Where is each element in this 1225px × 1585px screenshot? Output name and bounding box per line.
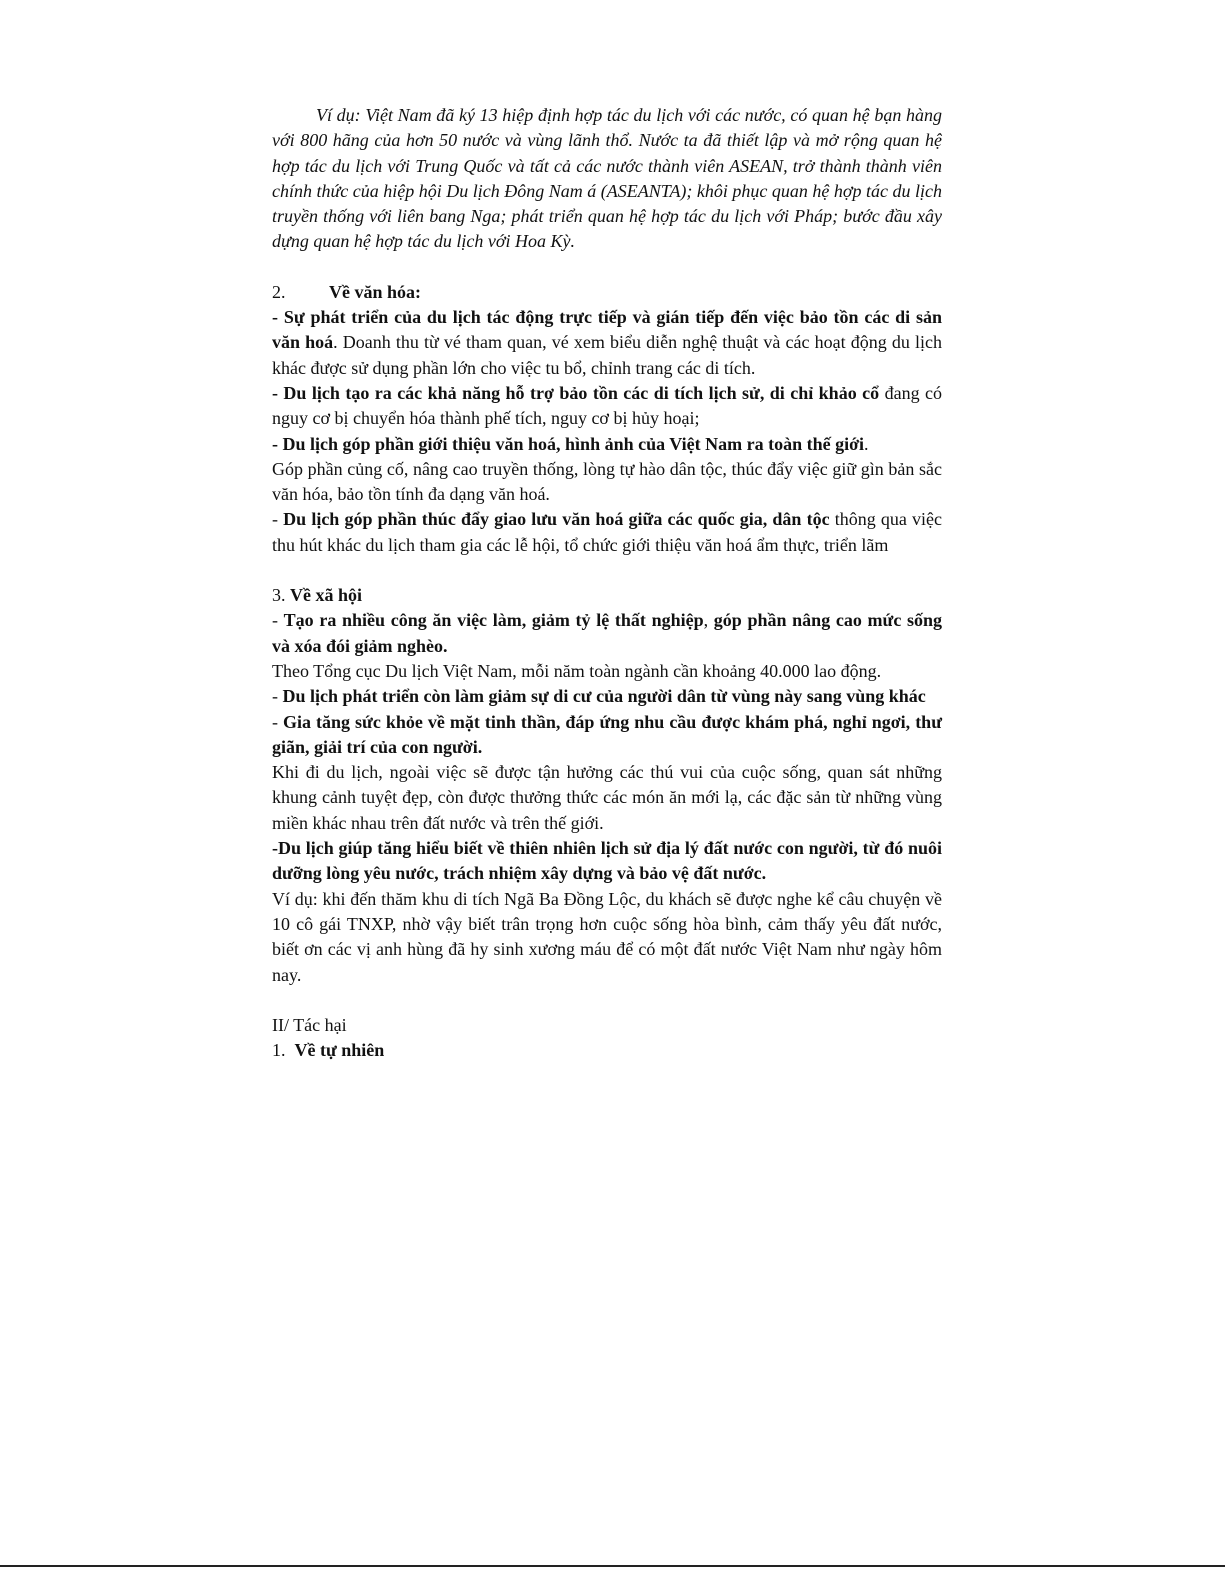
society-paragraph-7: Ví dụ: khi đến thăm khu di tích Ngã Ba Đồng Lộc, du khách sẽ được nghe kể câu chuyện về 10 cô gái TNXP, nhờ vậy biết trân trọng hơn cuộc sống hòa bình, cảm thấy yêu đất nước, biết ơn các vị anh hùng đã hy sinh xương máu để có một đất nước Việt Nam như ngày hôm nay.	[272, 888, 942, 985]
culture-heading	[272, 280, 942, 305]
harms-heading: II/ Tác hại	[272, 1014, 347, 1035]
society-paragraph-5: Khi đi du lịch, ngoài việc sẽ được tận hưởng các thú vui của cuộc sống, quan sát những khung cảnh tuyệt đẹp, còn được thưởng thức các món ăn mới lạ, các đặc sản từ những vùng miền khác nhau trên đất nước và trên thế giới.	[272, 762, 942, 833]
spacer	[272, 988, 942, 1013]
culture-heading-text: Về văn hóa:	[329, 281, 422, 302]
document-body	[272, 103, 942, 1063]
page-bottom-border	[0, 1565, 1225, 1567]
culture-paragraph-2: - Du lịch tạo ra các khả năng hỗ trợ bảo tồn các di tích lịch sử, di chỉ khảo cổ đang có nguy cơ bị chuyển hóa thành phế tích, nguy cơ bị hủy hoại;	[272, 382, 943, 429]
society-paragraph-1: - Tạo ra nhiều công ăn việc làm, giảm tỷ lệ thất nghiệp, góp phần nâng cao mức sống và xóa đói giảm nghèo.	[272, 610, 943, 656]
society-paragraph-2: Theo Tổng cục Du lịch Việt Nam, mỗi năm toàn ngành cần khoảng 40.000 lao động.	[272, 660, 882, 681]
spacer	[272, 558, 942, 583]
harms-subheading: 1. Về tự nhiên	[272, 1040, 385, 1061]
culture-paragraph-1: - Sự phát triển của du lịch tác động trực tiếp và gián tiếp đến việc bảo tồn các di sản văn hoá. Doanh thu từ vé tham quan, vé xem biểu diễn nghệ thuật và các hoạt động du lịch khác được sử dụng phần lớn cho việc tu bổ, chỉnh trang các di tích.	[272, 307, 942, 378]
culture-paragraph-3: - Du lịch góp phần giới thiệu văn hoá, hình ảnh của Việt Nam ra toàn thế giới.	[272, 433, 869, 454]
society-heading: 3. Về xã hội	[272, 585, 362, 606]
culture-paragraph-4: Góp phần củng cố, nâng cao truyền thống, lòng tự hào dân tộc, thúc đẩy việc giữ gìn bản sắc văn hóa, bảo tồn tính đa dạng văn hoá.	[272, 458, 942, 505]
society-paragraph-6: -Du lịch giúp tăng hiểu biết về thiên nhiên lịch sử địa lý đất nước con người, từ đó nuôi dưỡng lòng yêu nước, trách nhiệm xây dựng và bảo vệ đất nước.	[272, 838, 942, 884]
spacer	[272, 255, 942, 280]
culture-paragraph-5: - Du lịch góp phần thúc đẩy giao lưu văn hoá giữa các quốc gia, dân tộc thông qua việc thu hút khác du lịch tham gia các lễ hội, tổ chức giới thiệu văn hoá ẩm thực, triển lãm	[272, 509, 942, 555]
society-paragraph-3: - Du lịch phát triển còn làm giảm sự di cư của người dân từ vùng này sang vùng khác	[272, 686, 926, 707]
society-paragraph-4: - Gia tăng sức khỏe về mặt tinh thần, đáp ứng nhu cầu được khám phá, nghỉ ngơi, thư giãn, giải trí của con người.	[272, 711, 942, 757]
culture-heading-number: 2.	[272, 281, 286, 302]
intro-example-paragraph: Ví dụ: Việt Nam đã ký 13 hiệp định hợp tác du lịch với các nước, có quan hệ bạn hàng với 800 hãng của hơn 50 nước và vùng lãnh thổ. Nước ta đã thiết lập và mở rộng quan hệ hợp tác du lịch với Trung Quốc và tất cả các nước thành viên ASEAN, trở thành thành viên chính thức của hiệp hội Du lịch Đông Nam á (ASEANTA); khôi phục quan hệ hợp tác du lịch truyền thống với liên bang Nga; phát triển quan hệ hợp tác du lịch với Pháp; bước đầu xây dựng quan hệ hợp tác du lịch với Hoa Kỳ.	[272, 105, 942, 252]
